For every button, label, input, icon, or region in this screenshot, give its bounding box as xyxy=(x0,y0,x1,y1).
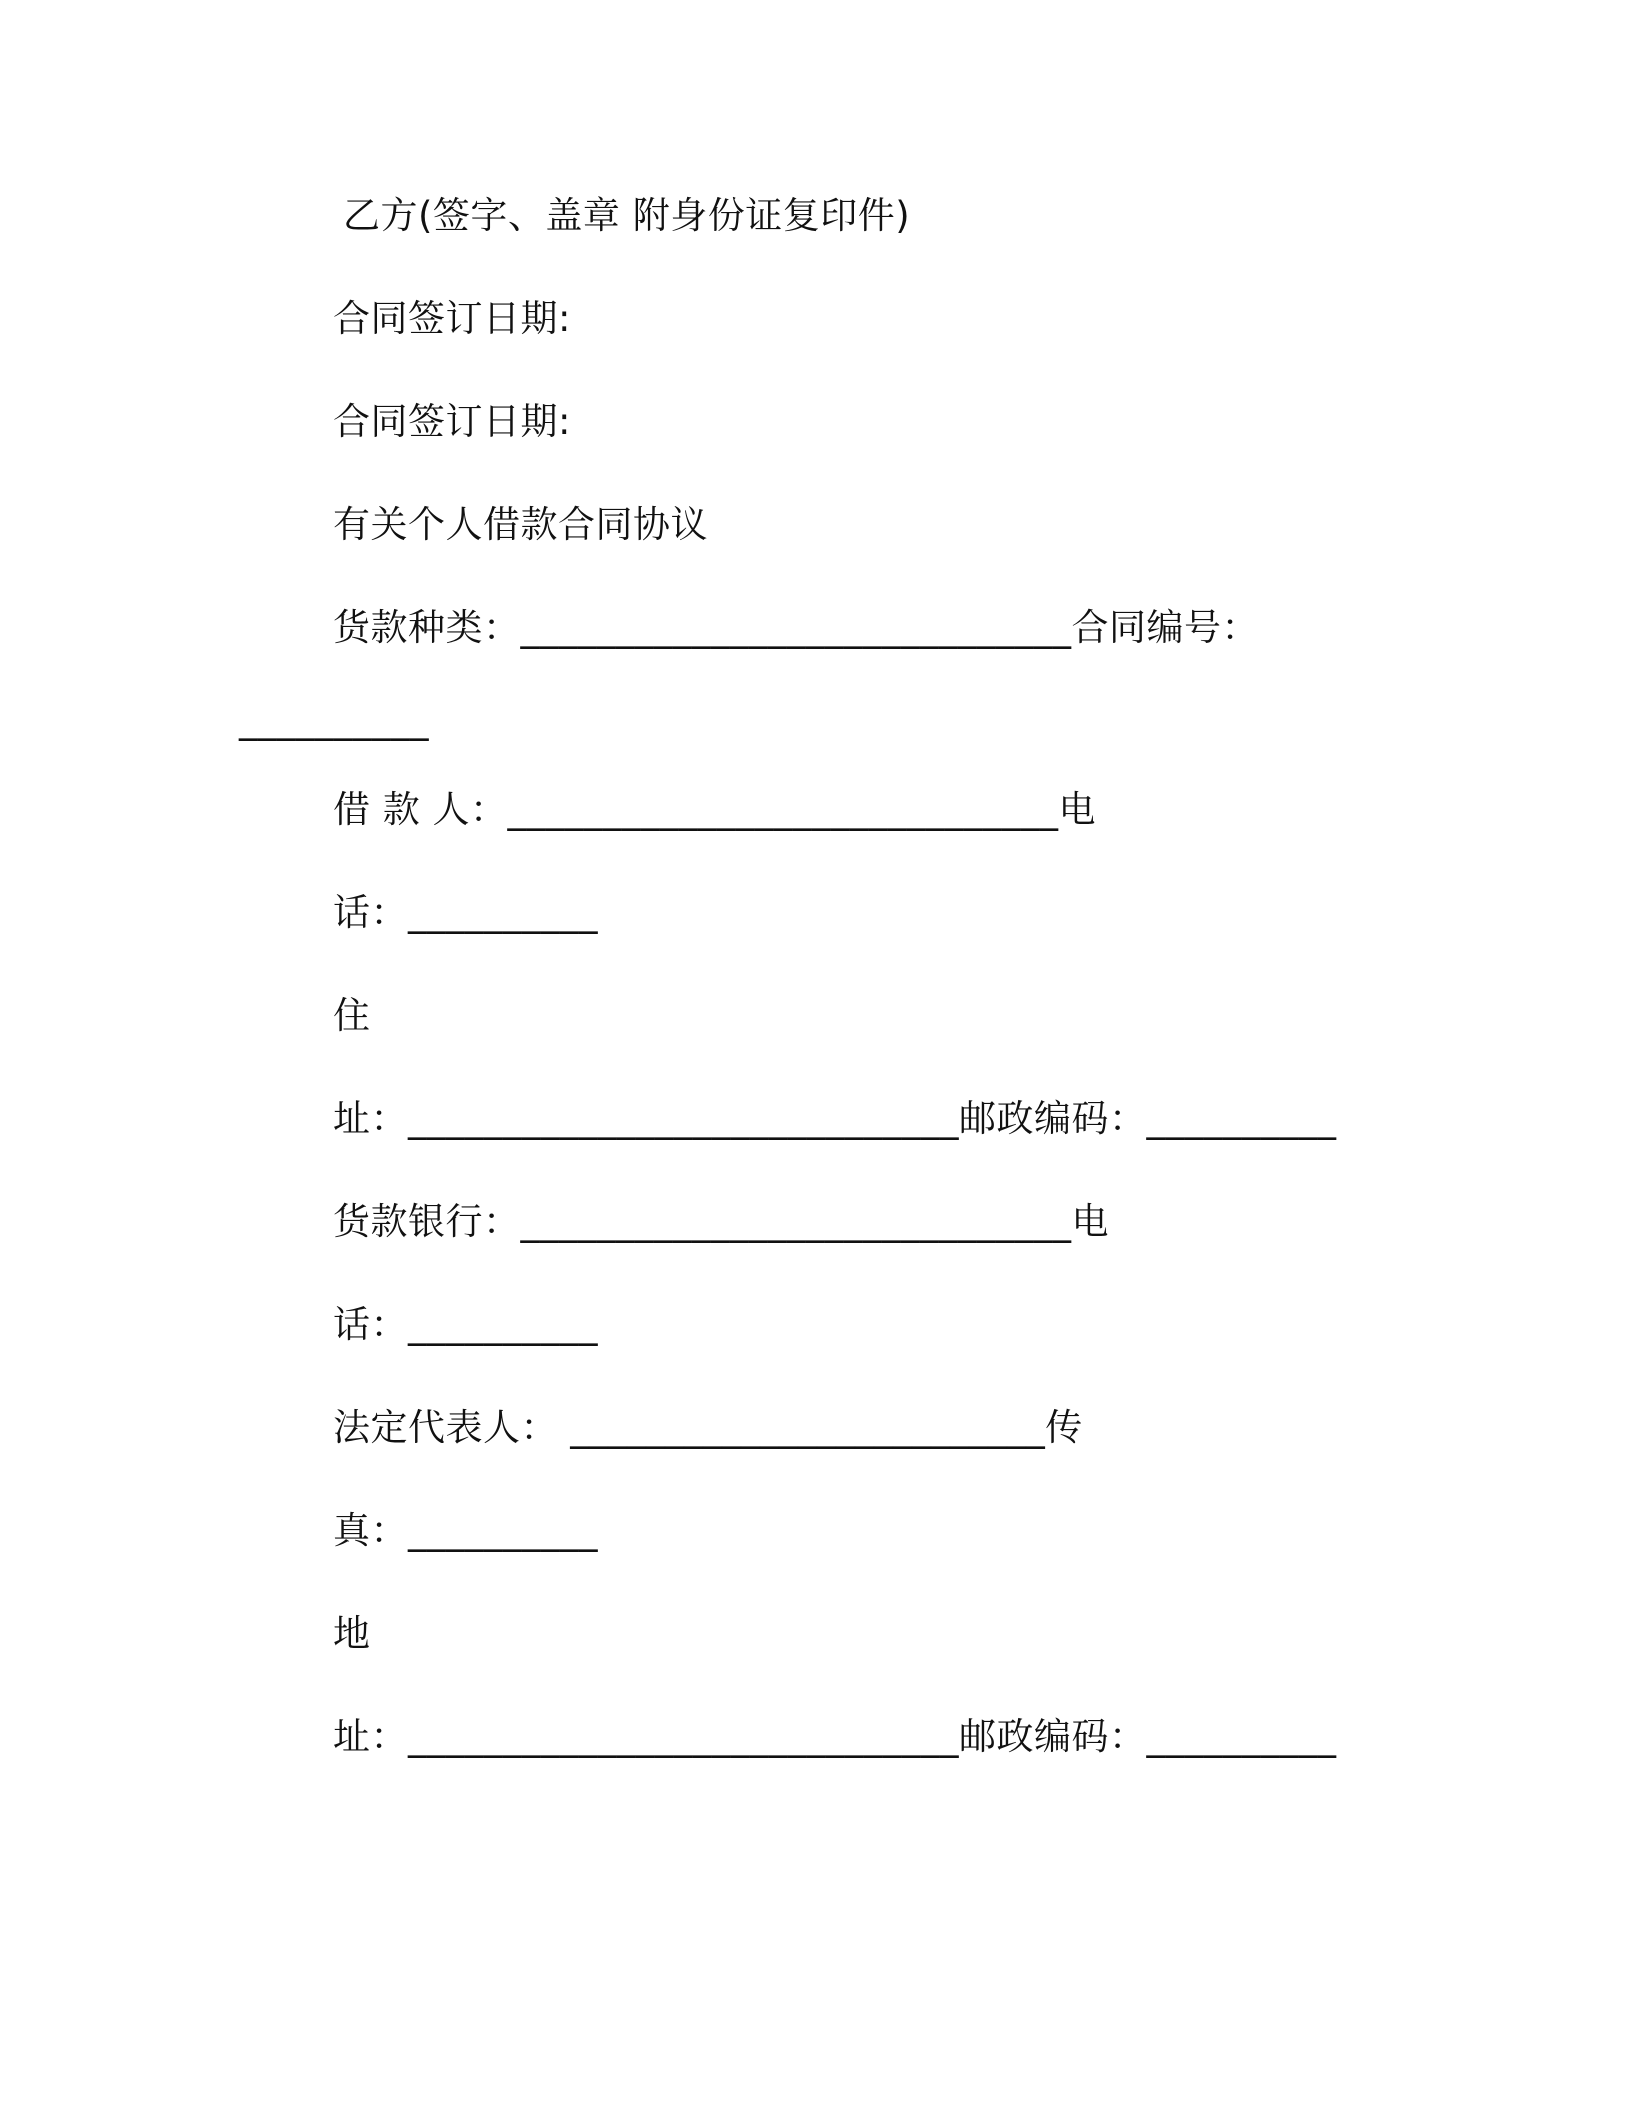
bank-phone-field: 话：__________ xyxy=(333,1303,598,1346)
fax-field: 真：__________ xyxy=(333,1509,598,1552)
borrower-address-field: 址：_____________________________邮政编码：__________ xyxy=(333,1097,1337,1140)
contract-number-blank: __________ xyxy=(239,698,429,741)
party-b-signature-line: 乙方(签字、盖章 附身份证复印件) xyxy=(343,194,911,237)
bank-address-field: 址：_____________________________邮政编码：__________ xyxy=(333,1715,1337,1758)
contract-date-line-1: 合同签订日期: xyxy=(333,297,571,340)
loan-type-field: 货款种类：_____________________________合同编号： xyxy=(333,606,1259,649)
borrower-phone-field: 话：__________ xyxy=(333,891,598,934)
document-heading: 有关个人借款合同协议 xyxy=(333,503,708,546)
borrower-address-label: 住 xyxy=(333,994,371,1037)
legal-representative-field: 法定代表人： _________________________传 xyxy=(333,1406,1083,1449)
borrower-field: 借 款 人：_____________________________电 xyxy=(333,788,1097,831)
bank-address-label: 地 xyxy=(333,1612,371,1655)
contract-date-line-2: 合同签订日期: xyxy=(333,400,571,443)
lending-bank-field: 货款银行：_____________________________电 xyxy=(333,1200,1109,1243)
